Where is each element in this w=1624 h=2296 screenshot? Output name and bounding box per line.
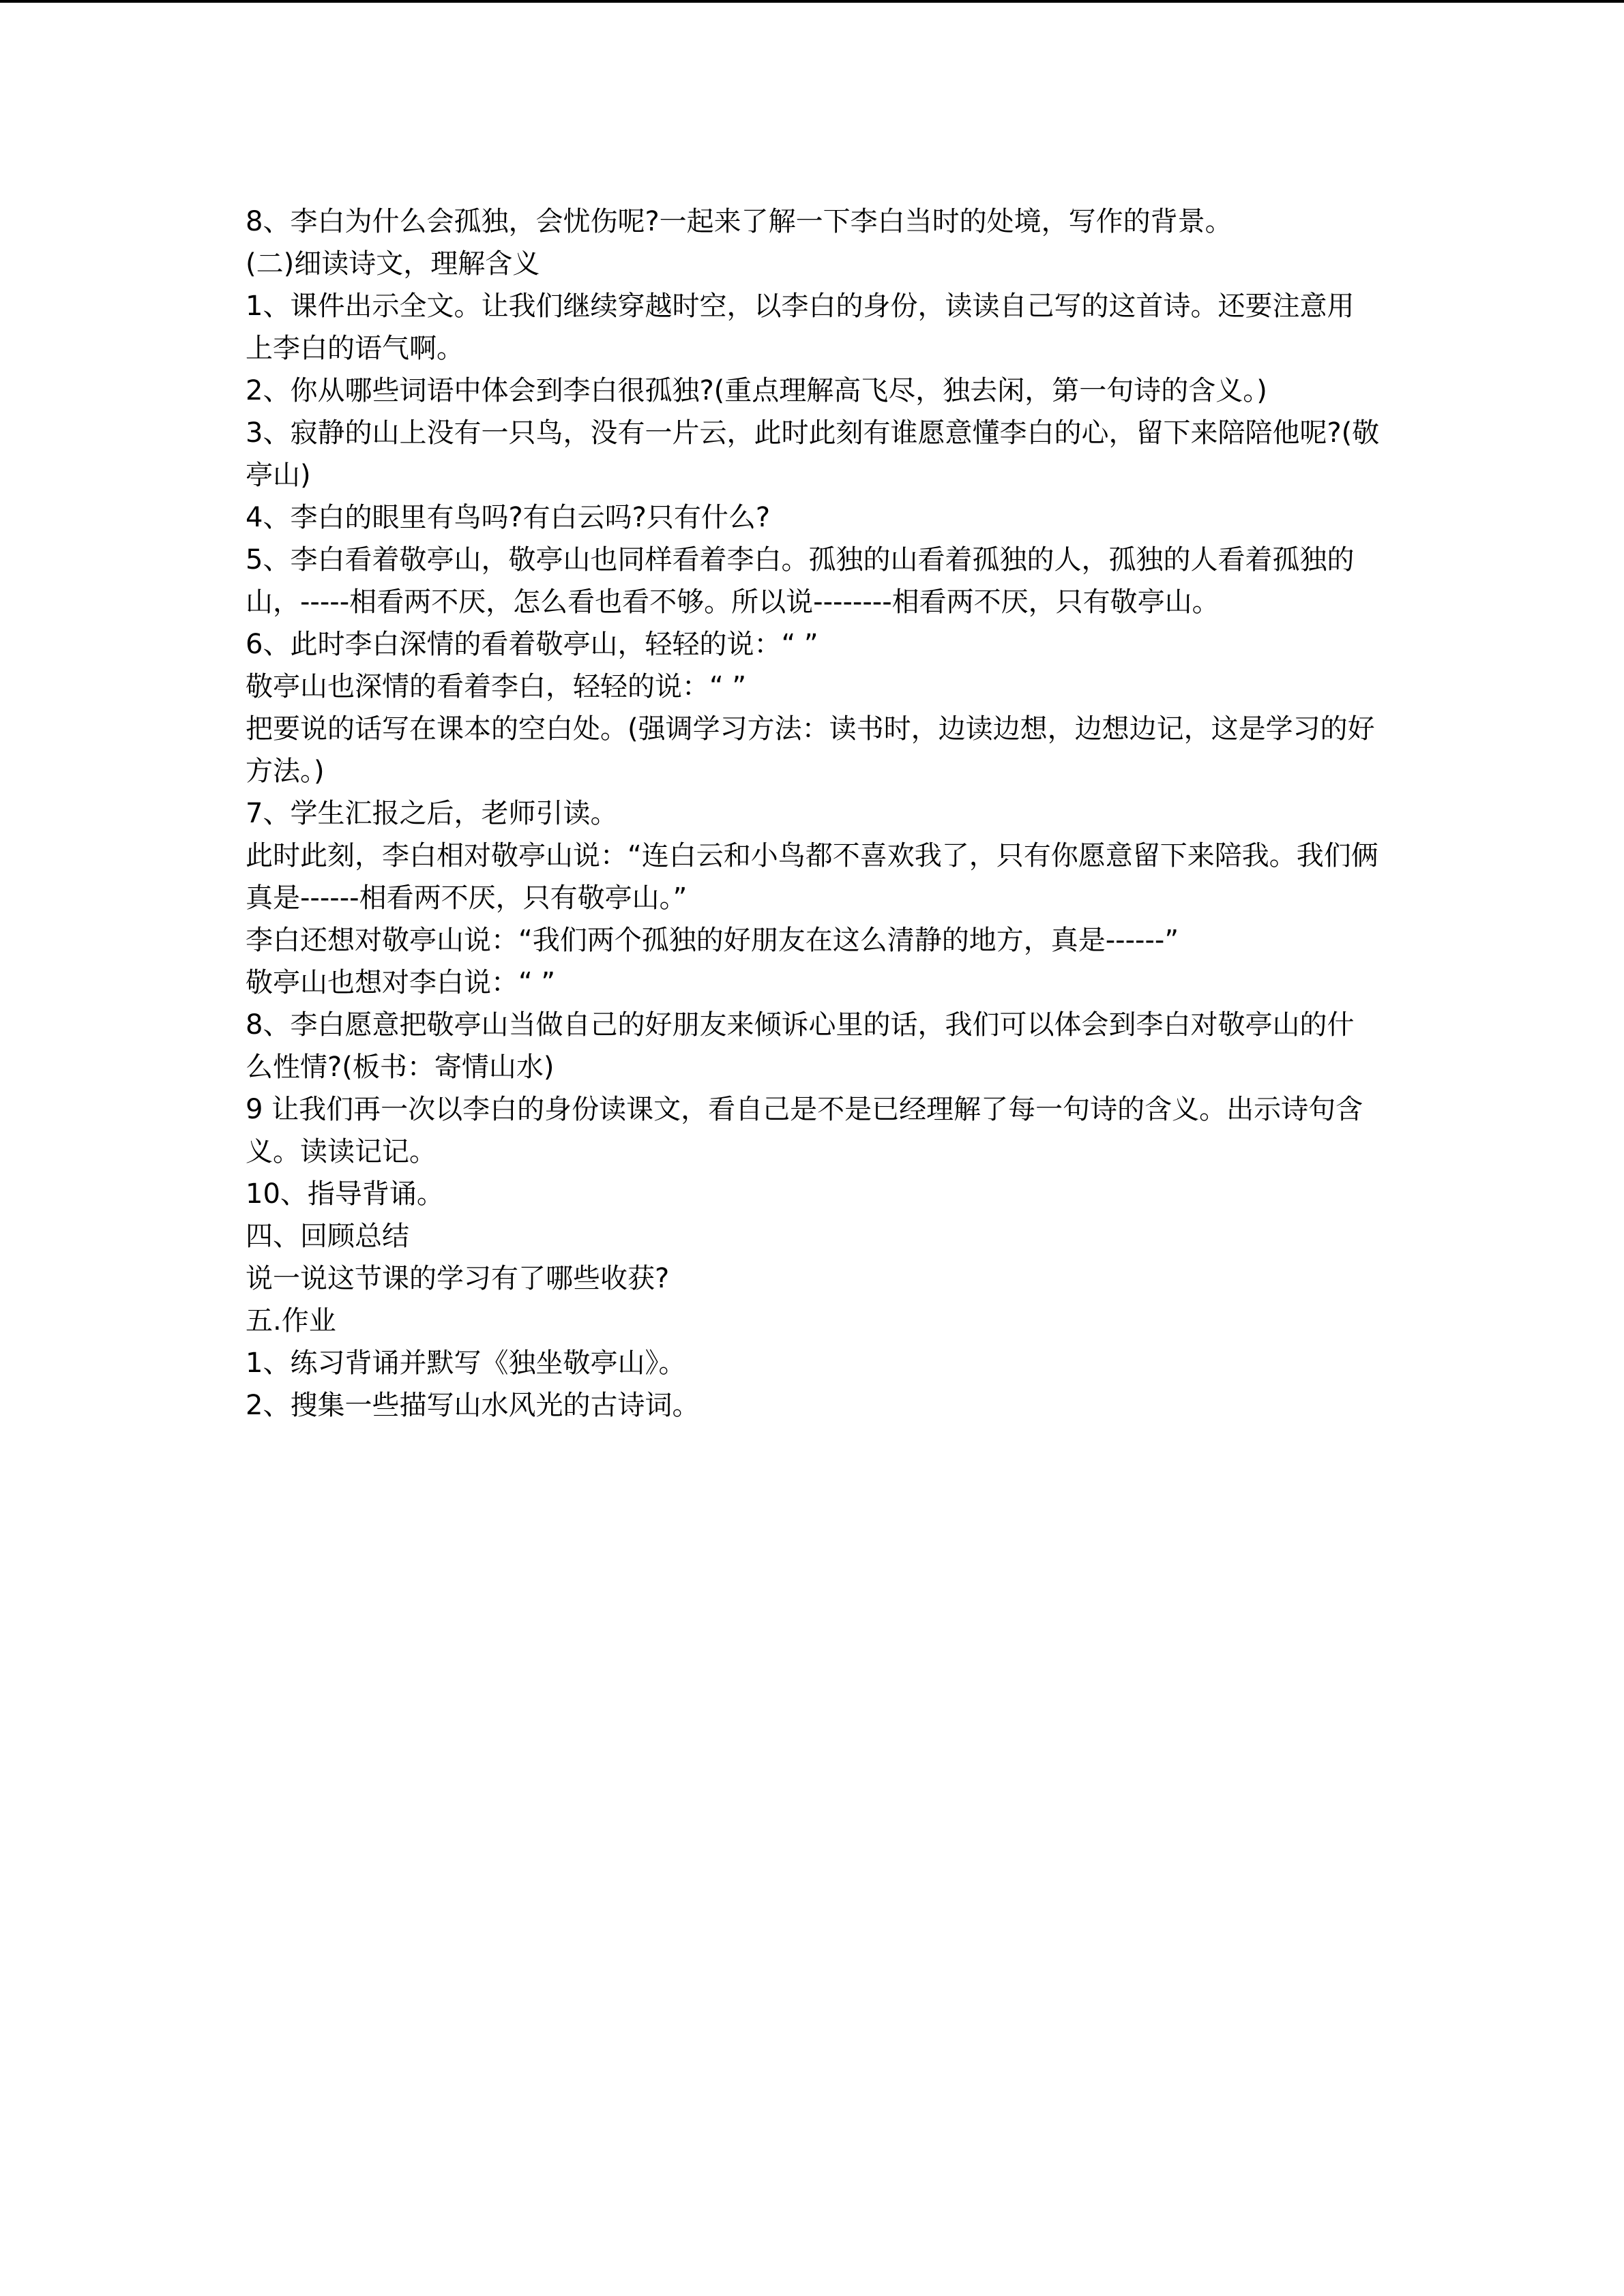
paragraph: 8、李白愿意把敬亭山当做自己的好朋友来倾诉心里的话，我们可以体会到李白对敬亭山的什么性情?(板书：寄情山水) bbox=[246, 1009, 1355, 1083]
section-heading: 五.作业 bbox=[246, 1305, 336, 1337]
paragraph: 10、指导背诵。 bbox=[246, 1178, 444, 1210]
paragraph: 2、你从哪些词语中体会到李白很孤独?(重点理解高飞尽，独去闲，第一句诗的含义。) bbox=[246, 375, 1267, 406]
paragraph: 4、李白的眼里有鸟吗?有白云吗?只有什么? bbox=[246, 502, 771, 533]
paragraph: 把要说的话写在课本的空白处。(强调学习方法：读书时，边读边想，边想边记，这是学习的好方法。) bbox=[246, 713, 1375, 787]
paragraph: 此时此刻，李白相对敬亭山说：“连白云和小鸟都不喜欢我了，只有你愿意留下来陪我。我们俩真是------相看两不厌，只有敬亭山。” bbox=[246, 840, 1378, 914]
paragraph: 1、练习背诵并默写《独坐敬亭山》。 bbox=[246, 1347, 686, 1379]
section-heading: 四、回顾总结 bbox=[246, 1221, 409, 1252]
paragraph: 敬亭山也想对李白说：“ ” bbox=[246, 967, 556, 998]
paragraph: 6、此时李白深情的看着敬亭山，轻轻的说：“ ” bbox=[246, 629, 818, 660]
paragraph: 敬亭山也深情的看着李白，轻轻的说：“ ” bbox=[246, 671, 747, 702]
paragraph: 5、李白看着敬亭山，敬亭山也同样看着李白。孤独的山看着孤独的人，孤独的人看着孤独的山，-----相看两不厌，怎么看也看不够。所以说--------相看两不厌，只有敬亭山。 bbox=[246, 544, 1355, 618]
paragraph: 3、寂静的山上没有一只鸟，没有一片云，此时此刻有谁愿意懂李白的心，留下来陪陪他呢?(敬亭山) bbox=[246, 417, 1380, 491]
paragraph: 7、学生汇报之后，老师引读。 bbox=[246, 798, 618, 829]
paragraph: 9 让我们再一次以李白的身份读课文，看自己是不是已经理解了每一句诗的含义。出示诗句含义。读读记记。 bbox=[246, 1094, 1363, 1167]
paragraph: 8、李白为什么会孤独，会忧伤呢?一起来了解一下李白当时的处境，写作的背景。 bbox=[246, 206, 1232, 237]
document-body bbox=[246, 200, 1381, 1427]
section-heading: (二)细读诗文，理解含义 bbox=[246, 248, 540, 280]
paragraph: 2、搜集一些描写山水风光的古诗词。 bbox=[246, 1390, 700, 1421]
paragraph: 李白还想对敬亭山说：“我们两个孤独的好朋友在这么清静的地方，真是------” bbox=[246, 925, 1179, 956]
paragraph: 1、课件出示全文。让我们继续穿越时空，以李白的身份，读读自己写的这首诗。还要注意用上李白的语气啊。 bbox=[246, 290, 1355, 364]
paragraph: 说一说这节课的学习有了哪些收获? bbox=[246, 1263, 670, 1294]
